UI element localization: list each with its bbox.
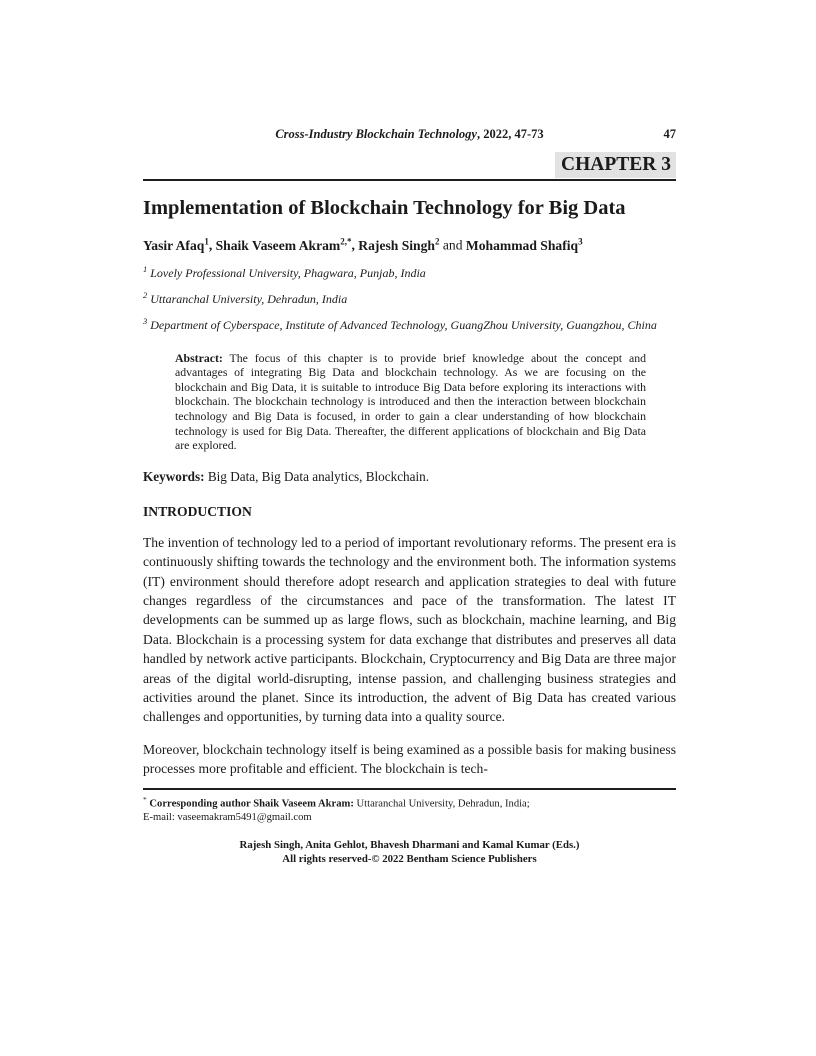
footnote-rule: [143, 788, 676, 790]
affiliations: [143, 261, 676, 334]
chapter-badge: CHAPTER 3: [555, 152, 676, 178]
body-paragraph: Moreover, blockchain technology itself is being examined as a possible basis for making business processes more profitable and efficient. The blockchain is tech-: [143, 741, 676, 777]
author-affiliation-marker: 1: [204, 236, 209, 246]
running-header: [143, 127, 676, 141]
header-rule: [143, 179, 676, 181]
keywords-line: [143, 468, 676, 485]
article-title: Implementation of Blockchain Technology for Big Data: [143, 197, 626, 219]
affiliation-marker: 3: [143, 315, 148, 326]
abstract: [175, 351, 646, 453]
author-name: Yasir Afaq$^1$: [143, 236, 209, 253]
affiliation-marker: 2: [143, 289, 148, 300]
page-number: 47: [663, 127, 676, 141]
authors-line: Yasir Afaq$^1$, Shaik Vaseem Akram$^{2,*}$, Rajesh Singh$^2$ and Mohammad Shafiq$^3$: [143, 236, 583, 253]
authors-conjunction: and: [439, 237, 466, 253]
footnote-bold-text: Corresponding author Shaik Vaseem Akram:: [149, 798, 354, 810]
introduction-paragraphs: [143, 533, 676, 779]
author-name: Shaik Vaseem Akram$^{2,*}$: [215, 236, 352, 253]
keywords-text: Big Data, Big Data analytics, Blockchain.: [207, 468, 430, 484]
running-header-book-title: Cross-Industry Blockchain Technology: [275, 127, 477, 141]
keywords-label: Keywords:: [143, 468, 205, 484]
chapter-row: [143, 152, 676, 178]
page-content: [143, 0, 676, 866]
author-name: Rajesh Singh$^2$: [358, 236, 440, 253]
affiliation-line: $^3$ Department of Cyberspace, Institute of Advanced Technology, GuangZhou University, Guangzhou, China: [143, 315, 657, 332]
author-name: Mohammad Shafiq$^3$: [465, 236, 583, 253]
imprint-rights-line: All rights reserved-© 2022 Bentham Science Publishers: [282, 853, 537, 866]
footnote-marker: *: [143, 794, 147, 804]
imprint: [143, 838, 676, 866]
imprint-editors-line: Rajesh Singh, Anita Gehlot, Bhavesh Dharmani and Kamal Kumar (Eds.): [239, 839, 580, 852]
affiliation-marker: 1: [143, 263, 148, 274]
author-affiliation-marker: 2: [434, 236, 440, 246]
affiliation-line: $^2$ Uttaranchal University, Dehradun, India: [143, 289, 348, 306]
footnote-affiliation-text: Uttaranchal University, Dehradun, India;: [356, 798, 530, 810]
body-paragraph: The invention of technology led to a period of important revolutionary reforms. The present era is continuously shifting towards the technology and the environment both. The information systems (IT) environment should therefore adopt research and application strategies to deal with future changes regardless of the circumstances and pace of the transformation. The latest IT developments can be summed up as large flows, such as blockchain, machine learning, and Big Data. Blockchain is a processing system for data exchange that distributes and preserves all data handled by network active participants. Blockchain, Cryptocurrency and Big Data are three major areas of the digital world-disrupting, intense passion, and challenging business strategies and activities around the planet. Since its introduction, the advent of Big Data has created various challenges and opportunities, by turning data into a quality source.: [143, 534, 676, 725]
author-affiliation-marker: 2,*: [340, 236, 352, 246]
affiliation-line: $^1$ Lovely Professional University, Phagwara, Punjab, India: [143, 263, 426, 280]
abstract-text: The focus of this chapter is to provide brief knowledge about the concept and advantages of integrating Big Data and blockchain technology. As we are focusing on the blockchain and Big Data, it is suitable to introduce Big Data before exploring its interactions with blockchain. The blockchain technology is introduced and then the interaction between blockchain technology and Big Data is focused, in order to gain a clear understanding of how blockchain technology is used for Big Data. Thereafter, the different applications of blockchain and Big Data are explored.: [175, 350, 646, 453]
section-heading-introduction: INTRODUCTION: [143, 503, 252, 519]
running-header-title: [275, 127, 543, 141]
corresponding-author-footnote: [143, 793, 676, 826]
abstract-label: Abstract:: [175, 350, 223, 365]
footnote-email: E-mail: vaseemakram5491@gmail.com: [143, 812, 312, 824]
running-header-issue-info: , 2022, 47-73: [476, 127, 544, 141]
author-affiliation-marker: 3: [578, 236, 583, 246]
